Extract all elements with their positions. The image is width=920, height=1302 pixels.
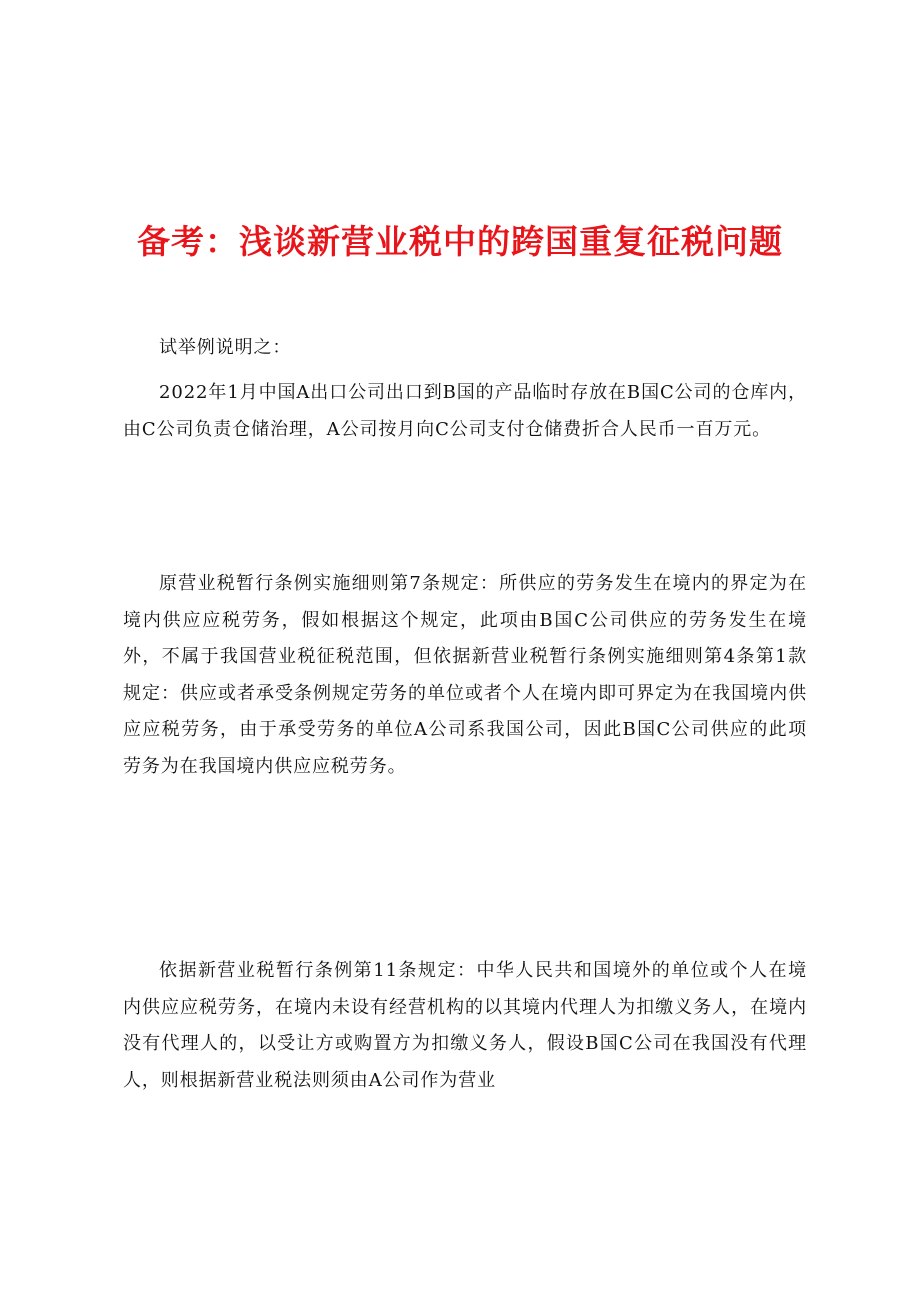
paragraph-example: 2022年1月中国A出口公司出口到B国的产品临时存放在B国C公司的仓库内，由C公司负责仓储治理，A公司按月向C公司支付仓储费折合人民币一百万元。 xyxy=(123,382,807,440)
paragraph-intro: 试举例说明之： xyxy=(159,337,292,358)
paragraph-old-regulation: 原营业税暂行条例实施细则第7条规定：所供应的劳务发生在境内的界定为在境内供应应税劳务，假如根据这个规定，此项由B国C公司供应的劳务发生在境外，不属于我国营业税征税范围，但依据新营业税暂行条例实施细则第4条第1款规定：供应或者承受条例规定劳务的单位或者个人在境内即可界定为在我国境内供应应税劳务，由于承受劳务的单位A公司系我国公司，因此B国C公司供应的此项劳务为在我国境内供应应税劳务。 xyxy=(123,573,807,777)
document-title: 备考：浅谈新营业税中的跨国重复征税问题 xyxy=(137,222,783,262)
paragraph-new-regulation: 依据新营业税暂行条例第11条规定：中华人民共和国境外的单位或个人在境内供应应税劳务，在境内未设有经营机构的以其境内代理人为扣缴义务人，在境内没有代理人的，以受让方或购置方为扣缴义务人，假设B国C公司在我国没有代理人，则根据新营业税法则须由A公司作为营业 xyxy=(123,960,807,1091)
